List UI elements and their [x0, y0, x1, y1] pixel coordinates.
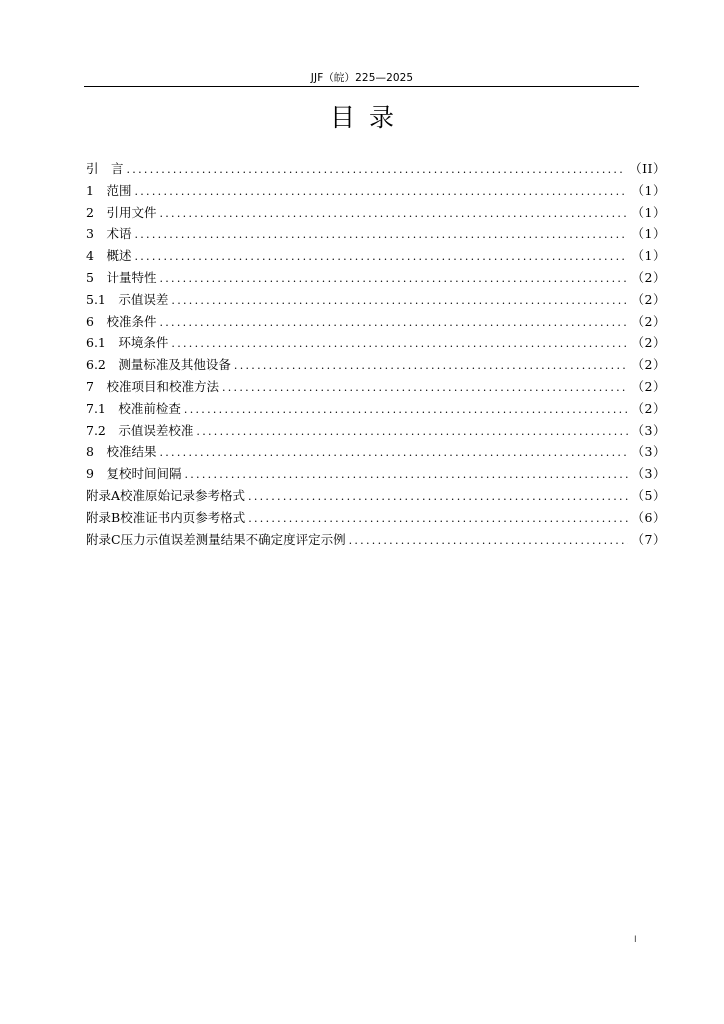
toc-entry[interactable] — [86, 311, 666, 333]
toc-entry-number: 6.2 — [86, 357, 119, 373]
toc-entry-label: 引用文件 — [106, 204, 157, 220]
toc-entry[interactable] — [86, 485, 666, 507]
toc-entry[interactable] — [86, 420, 666, 442]
toc-entry[interactable] — [86, 398, 666, 420]
toc-leader-dots — [184, 464, 627, 486]
toc-entry-page: （2） — [631, 357, 666, 373]
toc-entry-page: （6） — [631, 509, 666, 525]
toc-entry-number: 5 — [86, 269, 107, 285]
document-code: JJF（皖）225—2025 — [310, 72, 414, 84]
toc-entry[interactable] — [86, 202, 666, 224]
toc-leader-dots — [184, 399, 628, 421]
toc-entry-label: 引 言 — [86, 161, 124, 176]
toc-entry-page: （2） — [631, 378, 666, 394]
toc-entry-page: （2） — [631, 400, 666, 416]
toc-entry-number: 5.1 — [86, 291, 119, 307]
toc-entry-page: （2） — [631, 335, 666, 351]
toc-entry-page: （5） — [631, 487, 666, 503]
toc-entry-number: 6 — [86, 313, 107, 329]
toc-entry[interactable] — [86, 245, 666, 267]
toc-entry-page: （3） — [631, 466, 666, 482]
toc-entry[interactable] — [86, 463, 666, 485]
toc-entry-number: 7.1 — [86, 400, 119, 416]
toc-leader-dots — [159, 203, 627, 225]
toc-entry-number: 附录A — [86, 487, 121, 503]
page-number: I — [634, 935, 637, 945]
toc-leader-dots — [196, 421, 627, 443]
toc-entry[interactable] — [86, 158, 666, 180]
toc-entry-label: 测量标准及其他设备 — [118, 357, 231, 373]
toc-entry-label: 校准证书内页参考格式 — [120, 509, 246, 525]
toc-entry-label: 概述 — [106, 248, 132, 264]
toc-entry-label: 范围 — [106, 182, 132, 198]
toc-leader-dots — [248, 486, 628, 508]
toc-entry-number: 3 — [86, 226, 107, 242]
toc-entry-label: 校准项目和校准方法 — [106, 378, 219, 394]
toc-leader-dots — [134, 246, 627, 268]
toc-leader-dots — [222, 377, 628, 399]
toc-entry-label: 校准前检查 — [118, 400, 181, 416]
toc-title: 目录 — [329, 103, 408, 132]
toc-leader-dots — [159, 268, 627, 290]
toc-entry-label: 术语 — [106, 226, 132, 242]
header-rule — [84, 86, 639, 87]
toc-entry-label: 压力示值误差测量结果不确定度评定示例 — [120, 531, 346, 547]
toc-entry-label: 复校时间间隔 — [106, 466, 182, 482]
toc-entry[interactable] — [86, 267, 666, 289]
toc-entry-number: 7.2 — [86, 422, 119, 438]
toc-entry[interactable] — [86, 376, 666, 398]
toc-entry-page: （1） — [631, 204, 666, 220]
toc-entry[interactable] — [86, 507, 666, 529]
toc-entry[interactable] — [86, 332, 666, 354]
toc-entry-number: 9 — [86, 466, 107, 482]
toc-entry-page: （7） — [631, 531, 666, 547]
toc-entry[interactable] — [86, 289, 666, 311]
toc-entry-label: 计量特性 — [106, 269, 157, 285]
toc-entry-number: 8 — [86, 444, 107, 460]
toc-entry-number: 4 — [86, 248, 107, 264]
toc-entry-page: （2） — [631, 291, 666, 307]
toc-leader-dots — [349, 530, 628, 552]
toc-entry[interactable] — [86, 441, 666, 463]
toc-entry-label: 校准原始记录参考格式 — [120, 487, 246, 503]
toc-entry-number: 附录B — [86, 509, 121, 525]
toc-list — [86, 158, 666, 550]
toc-entry-number: 1 — [86, 182, 107, 198]
toc-entry-number: 6.1 — [86, 335, 119, 351]
toc-leader-dots — [134, 224, 627, 246]
toc-entry-page: （3） — [631, 422, 666, 438]
toc-entry-page: （2） — [631, 269, 666, 285]
toc-leader-dots — [134, 181, 627, 203]
toc-leader-dots — [171, 333, 627, 355]
toc-entry-label: 校准条件 — [106, 313, 157, 329]
toc-entry-page: （1） — [631, 226, 666, 242]
toc-leader-dots — [159, 312, 627, 334]
toc-leader-dots — [234, 355, 628, 377]
toc-entry-number: 2 — [86, 204, 107, 220]
toc-entry-page: （II） — [629, 161, 666, 176]
toc-entry-label: 示值误差 — [118, 291, 169, 307]
toc-entry-number: 附录C — [86, 531, 121, 547]
toc-leader-dots — [159, 442, 627, 464]
toc-entry-page: （3） — [631, 444, 666, 460]
toc-entry-label: 校准结果 — [106, 444, 157, 460]
toc-entry-page: （1） — [631, 248, 666, 264]
toc-entry-label: 示值误差校准 — [118, 422, 194, 438]
toc-leader-dots — [248, 508, 627, 530]
toc-entry[interactable] — [86, 529, 666, 551]
toc-entry[interactable] — [86, 180, 666, 202]
toc-entry-label: 环境条件 — [118, 335, 169, 351]
toc-entry-page: （2） — [631, 313, 666, 329]
toc-leader-dots — [171, 290, 627, 312]
toc-entry[interactable] — [86, 223, 666, 245]
toc-entry-number: 7 — [86, 378, 107, 394]
toc-entry[interactable] — [86, 354, 666, 376]
toc-leader-dots — [127, 159, 626, 181]
toc-entry-page: （1） — [631, 182, 666, 198]
